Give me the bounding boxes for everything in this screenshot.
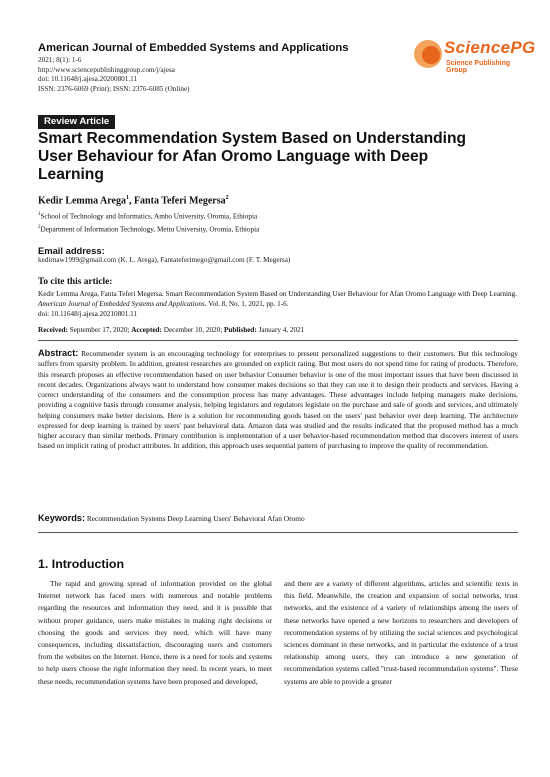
journal-url[interactable]: http://www.sciencepublishinggroup.com/j/ajesa [38, 65, 175, 74]
author-list [38, 195, 229, 206]
affiliation-1-text: School of Technology and Informatics, Ambo University, Oromia, Ethiopia [40, 212, 258, 221]
accepted-label: Accepted: [131, 326, 162, 334]
author-1-affil: 1 [125, 195, 129, 201]
keywords [38, 513, 518, 523]
received-date: September 17, 2020; [67, 326, 132, 334]
keywords-label: Keywords: [38, 513, 85, 523]
intro-left-column: The rapid and growing spread of information provided on the global Internet network has faced users with numerous and notable problems regarding the resources and information they need, and it is possible that without proper guidance, users make mistakes in making right decisions or choosing the goods and services they need, which will have many consequences, including dissatisfaction, discouraging users and customers from the websites on the Internet. Hence, there is a need for tools and systems to help users choose the right information they need. In recent years, to meet these needs, recommendation systems have been proposed and developed, [38, 579, 272, 686]
logo-circle-inner [422, 46, 440, 64]
citation-volume: . Vol. 8, No. 1, 2021, pp. 1-6. [204, 300, 289, 308]
citation-journal: American Journal of Embedded Systems and Applications [38, 300, 205, 308]
affiliation-2-text: Department of Information Technology, Mettu University, Oromia, Ethiopia [40, 225, 260, 234]
citation-doi[interactable]: doi: 10.11648/j.ajesa.20210801.11 [38, 310, 138, 318]
author-2: Fanta Teferi Megersa [133, 195, 226, 207]
author-2-affil: 2 [225, 195, 229, 201]
article-type-badge: Review Article [38, 115, 115, 129]
divider-top [38, 340, 518, 341]
abstract-text: Recommender system is an encouraging technology for enterprises to present personalized suggestions to their customers. But this technology suffers from sparsity problem. In addition, greatest researches are grounded on explicit rating. But most users do not spend time for rating of products. Therefore, this research proposes an effective recommendation based on user behavior Consumer behavior is one of the most important issues that have been discussed in recent decades. Organizations always want to understand how consumer makes decisions so that they can use it to design their products and services. Having a correct understanding of the consumers and the consumption process has many advantages. These advantages include helping managers make decisions, providing a cognitive basis through consumer analysis, helping legislators and regulators legislate on the purchase and sale of goods and services, and ultimately helping consumers make better decisions. Here is a solution for recommending goods based on the users' past behavior over deep learning. The architecture expressed for deep learning is trained by users' past behavioral data. Amazon data was studied and the results indicated that the proposed method has a much higher accuracy than similar methods. Primary contribution is implementation of a user behavior-based recommendation method that discovers interest of users based on implicit rating of product attributes. In addition, this approach uses sequential pattern of purchasing to improve the quality of recommendation. [38, 349, 518, 451]
publication-dates [38, 326, 304, 334]
abstract-label: Abstract: [38, 348, 79, 358]
section-title: 1. Introduction [38, 557, 125, 571]
logo-wordmark: SciencePG [444, 38, 536, 57]
author-1: Kedir Lemma Arega [38, 195, 126, 207]
publisher-logo [410, 38, 536, 90]
journal-name: American Journal of Embedded Systems and Applications [38, 42, 349, 54]
affiliation-2-number: 2 [38, 225, 41, 230]
email-heading: Email address: [38, 245, 105, 256]
journal-meta [38, 56, 190, 94]
citation-body: Kedir Lemma Arega, Fanta Teferi Megersa. Smart Recommendation System Based on Understanding User Behaviour for Afan Oromo Language with Deep Learning. [38, 290, 517, 298]
affiliation-1 [38, 212, 257, 220]
logo-subtitle: Science Publishing Group [446, 60, 511, 74]
issue-line: 2021; 8(1): 1-6 [38, 56, 82, 64]
keywords-text: Recommendation Systems Deep Learning Users' Behavioral Afan Oromo [84, 514, 305, 523]
intro-right-column: and there are a variety of different algorithms, articles and scientific texts in this field. Meanwhile, the creation and expansion of social networks, trust networks, and the existence of a variety of relationships among the users of these networks have opened a new horizons to researchers and developers of recommendation systems of by utilizing the social sciences and psychological sciences dominant in these networks, and in particular the existence of a trust relationship among users, they can introduce a new generation of recommendation systems called "trust-based recommendation systems". These systems are able to provide a greater [284, 579, 518, 686]
received-label: Received: [38, 326, 68, 334]
author-separator: , [128, 195, 134, 207]
article-title: Smart Recommendation System Based on Understanding User Behaviour for Afan Oromo Language with Deep Learning [38, 130, 467, 183]
affiliation-1-number: 1 [38, 212, 41, 217]
citation-text [38, 289, 518, 319]
published-label: Published: [224, 326, 257, 334]
affiliation-2 [38, 225, 259, 233]
abstract [38, 348, 518, 452]
email-addresses[interactable]: kedirnaw1999@gmail.com (K. L. Arega), Fantateferimego@gmail.com (F. T. Megersa) [38, 256, 291, 264]
accepted-date: December 10, 2020; [161, 326, 225, 334]
doi-line: doi: 10.11648/j.ajesa.20200801.11 [38, 75, 138, 84]
issn-line: ISSN: 2376-6069 (Print); ISSN: 2376-6085 (Online) [38, 84, 190, 93]
divider-bottom [38, 532, 518, 533]
citation-heading: To cite this article: [38, 277, 113, 287]
published-date: January 4, 2021 [256, 326, 305, 334]
